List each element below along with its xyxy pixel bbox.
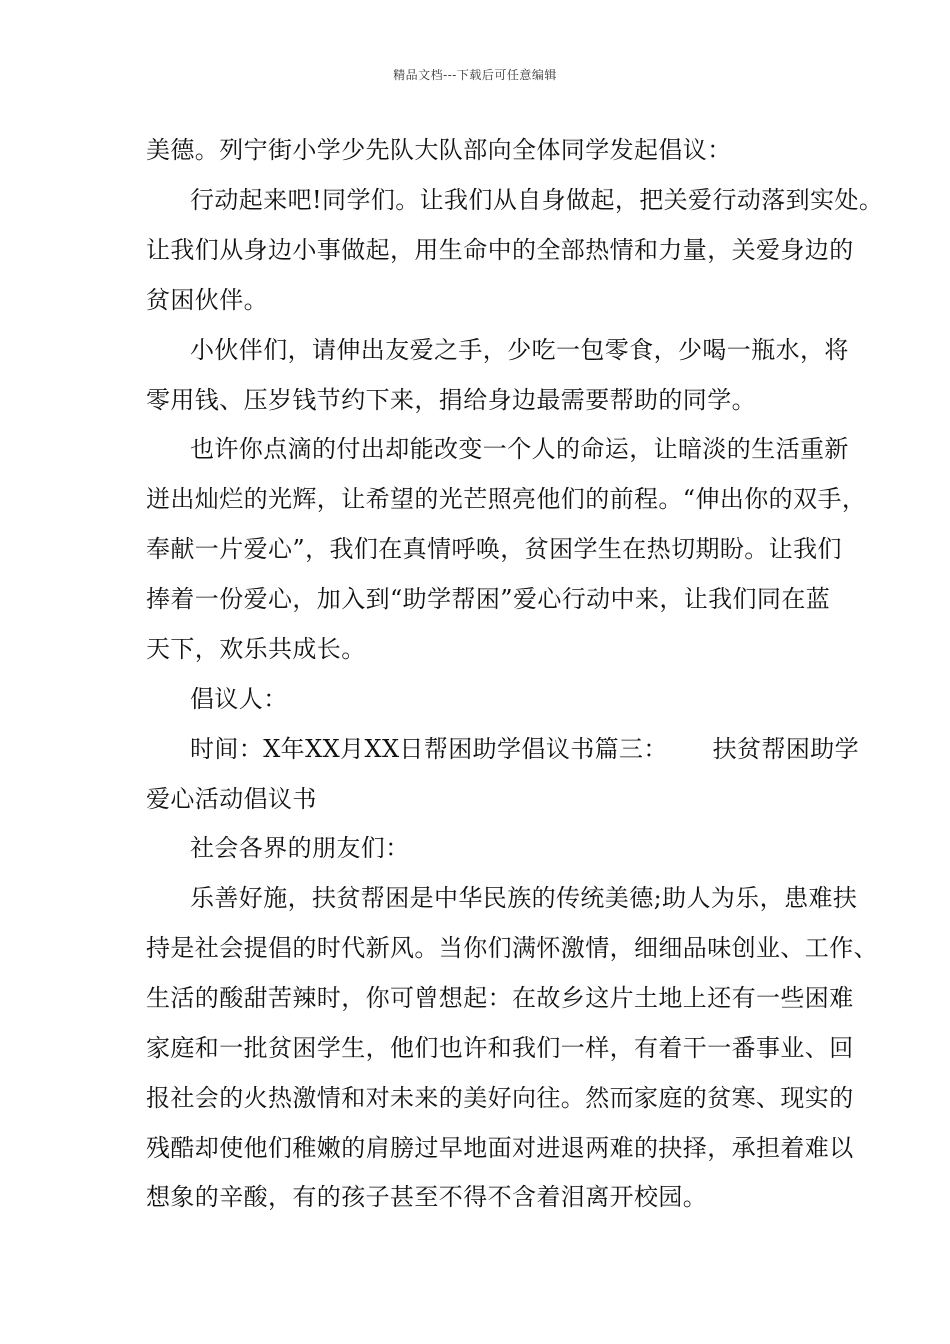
text-line: 奉献一片爱心”，我们在真情呼唤，贫困学生在热切期盼。让我们 xyxy=(146,535,842,563)
text-line: 零用钱、压岁钱节约下来，捐给身边最需要帮助的同学。 xyxy=(146,386,756,414)
text-line: 时间：X年XX月XX日帮困助学倡议书篇三： 扶贫帮困助学 xyxy=(190,735,860,763)
text-line: 报社会的火热激情和对未来的美好向往。然而家庭的贫寒、现实的 xyxy=(146,1084,854,1112)
text-line: 想象的辛酸，有的孩子甚至不得不含着泪离开校园。 xyxy=(146,1183,708,1211)
text-line: 生活的酸甜苦辣时，你可曾想起：在故乡这片土地上还有一些困难 xyxy=(146,984,854,1012)
text-line: 持是社会提倡的时代新风。当你们满怀激情，细细品味创业、工作、 xyxy=(146,934,878,962)
text-line: 乐善好施，扶贫帮困是中华民族的传统美德;助人为乐，患难扶 xyxy=(190,884,858,912)
text-line: 美德。列宁街小学少先队大队部向全体同学发起倡议： xyxy=(146,136,732,164)
text-line: 天下，欢乐共成长。 xyxy=(146,635,366,663)
text-line: 行动起来吧!同学们。让我们从自身做起，把关爱行动落到实处。 xyxy=(190,186,884,214)
text-line: 迸出灿烂的光辉，让希望的光芒照亮他们的前程。“伸出你的双手， xyxy=(146,485,867,513)
text-line: 爱心活动倡议书 xyxy=(146,785,317,813)
text-line: 捧着一份爱心，加入到“助学帮困”爱心行动中来，让我们同在蓝 xyxy=(146,585,831,613)
text-line: 小伙伴们，请伸出友爱之手，少吃一包零食，少喝一瓶水，将 xyxy=(190,336,849,364)
text-line: 家庭和一批贫困学生，他们也许和我们一样，有着干一番事业、回 xyxy=(146,1034,854,1062)
text-line: 倡议人： xyxy=(190,685,288,713)
text-line: 贫困伙伴。 xyxy=(146,286,268,314)
page-header: 精品文档---下载后可任意编辑 xyxy=(393,68,557,82)
text-line: 也许你点滴的付出却能改变一个人的命运，让暗淡的生活重新 xyxy=(190,435,849,463)
text-line: 社会各界的朋友们： xyxy=(190,834,410,862)
text-line: 残酷却使他们稚嫩的肩膀过早地面对进退两难的抉择，承担着难以 xyxy=(146,1134,854,1162)
text-line: 让我们从身边小事做起，用生命中的全部热情和力量，关爱身边的 xyxy=(146,236,854,264)
